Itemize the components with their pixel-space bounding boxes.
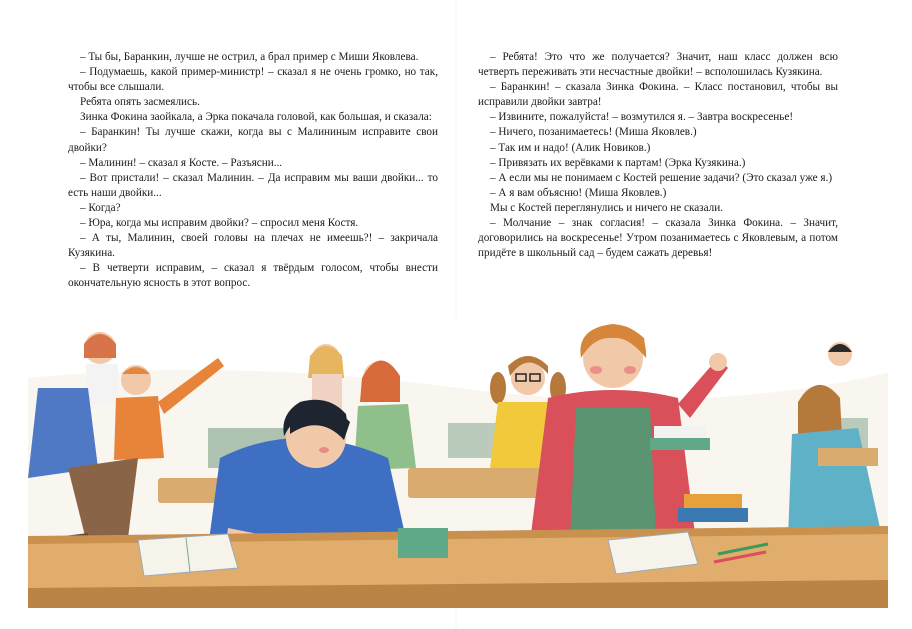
paragraph: – Баранкин! Ты лучше скажи, когда вы с Малининым исправите свои двойки?	[68, 126, 438, 154]
paragraph: – А если мы не понимаем с Костей решение задачи? (Это сказал уже я.)	[490, 171, 833, 184]
paragraph: – Юра, когда мы исправим двойки? – спросил меня Костя.	[80, 217, 359, 230]
paragraph: – Когда?	[80, 201, 121, 214]
paragraph: Зинка Фокина заойкала, а Эрка покачала головой, как большая, и сказала:	[80, 111, 432, 124]
paragraph: – Так им и надо! (Алик Новиков.)	[490, 141, 651, 154]
paragraph: – А я вам объясню! (Миша Яковлев.)	[490, 186, 667, 199]
paragraph: – А ты, Малинин, своей головы на плечах не имеешь?! – закричала Кузякина.	[68, 232, 438, 260]
paragraph: Мы с Костей переглянулись и ничего не сказали.	[490, 201, 724, 214]
paragraph: – Ничего, позанимаетесь! (Миша Яковлев.)	[490, 126, 697, 139]
paragraph: – Малинин! – сказал я Косте. – Разъясни...	[80, 156, 283, 169]
paragraph: – Ты бы, Баранкин, лучше не острил, а брал пример с Миши Яковлева.	[80, 51, 419, 63]
paragraph: – Извините, пожалуйста! – возмутился я. – Завтра воскресенье!	[490, 111, 794, 124]
paragraph: Ребята опять засмеялись.	[80, 96, 200, 109]
left-page-text	[68, 50, 438, 292]
paragraph: – В четверти исправим, – сказал я твёрдым голосом, чтобы внести окончательную ясность в этот вопрос.	[68, 262, 438, 290]
right-page-text	[478, 50, 838, 261]
paragraph: – Подумаешь, какой пример-министр! – сказал я не очень громко, но так, чтобы все слышали.	[68, 66, 438, 94]
paragraph: – Ребята! Это что же получается? Значит, наш класс должен всю четверть переживать эти несчастные двойки! – всполошилась Кузякина.	[478, 51, 838, 79]
paragraph: – Привязать их верёвками к партам! (Эрка Кузякина.)	[490, 156, 746, 169]
paragraph: – Молчание – знак согласия! – сказала Зинка Фокина. – Значит, договорились на воскресенье! Утром позанимаетесь с Яковлевым, а потом придёте в школьный сад – будем сажать деревья!	[478, 217, 838, 260]
classroom-illustration	[28, 318, 888, 608]
paragraph: – Баранкин! – сказала Зинка Фокина. – Класс постановил, чтобы вы исправили двойки завтра!	[478, 81, 838, 109]
paragraph: – Вот пристали! – сказал Малинин. – Да исправим мы ваши двойки... то есть наши двойки...	[68, 171, 438, 199]
